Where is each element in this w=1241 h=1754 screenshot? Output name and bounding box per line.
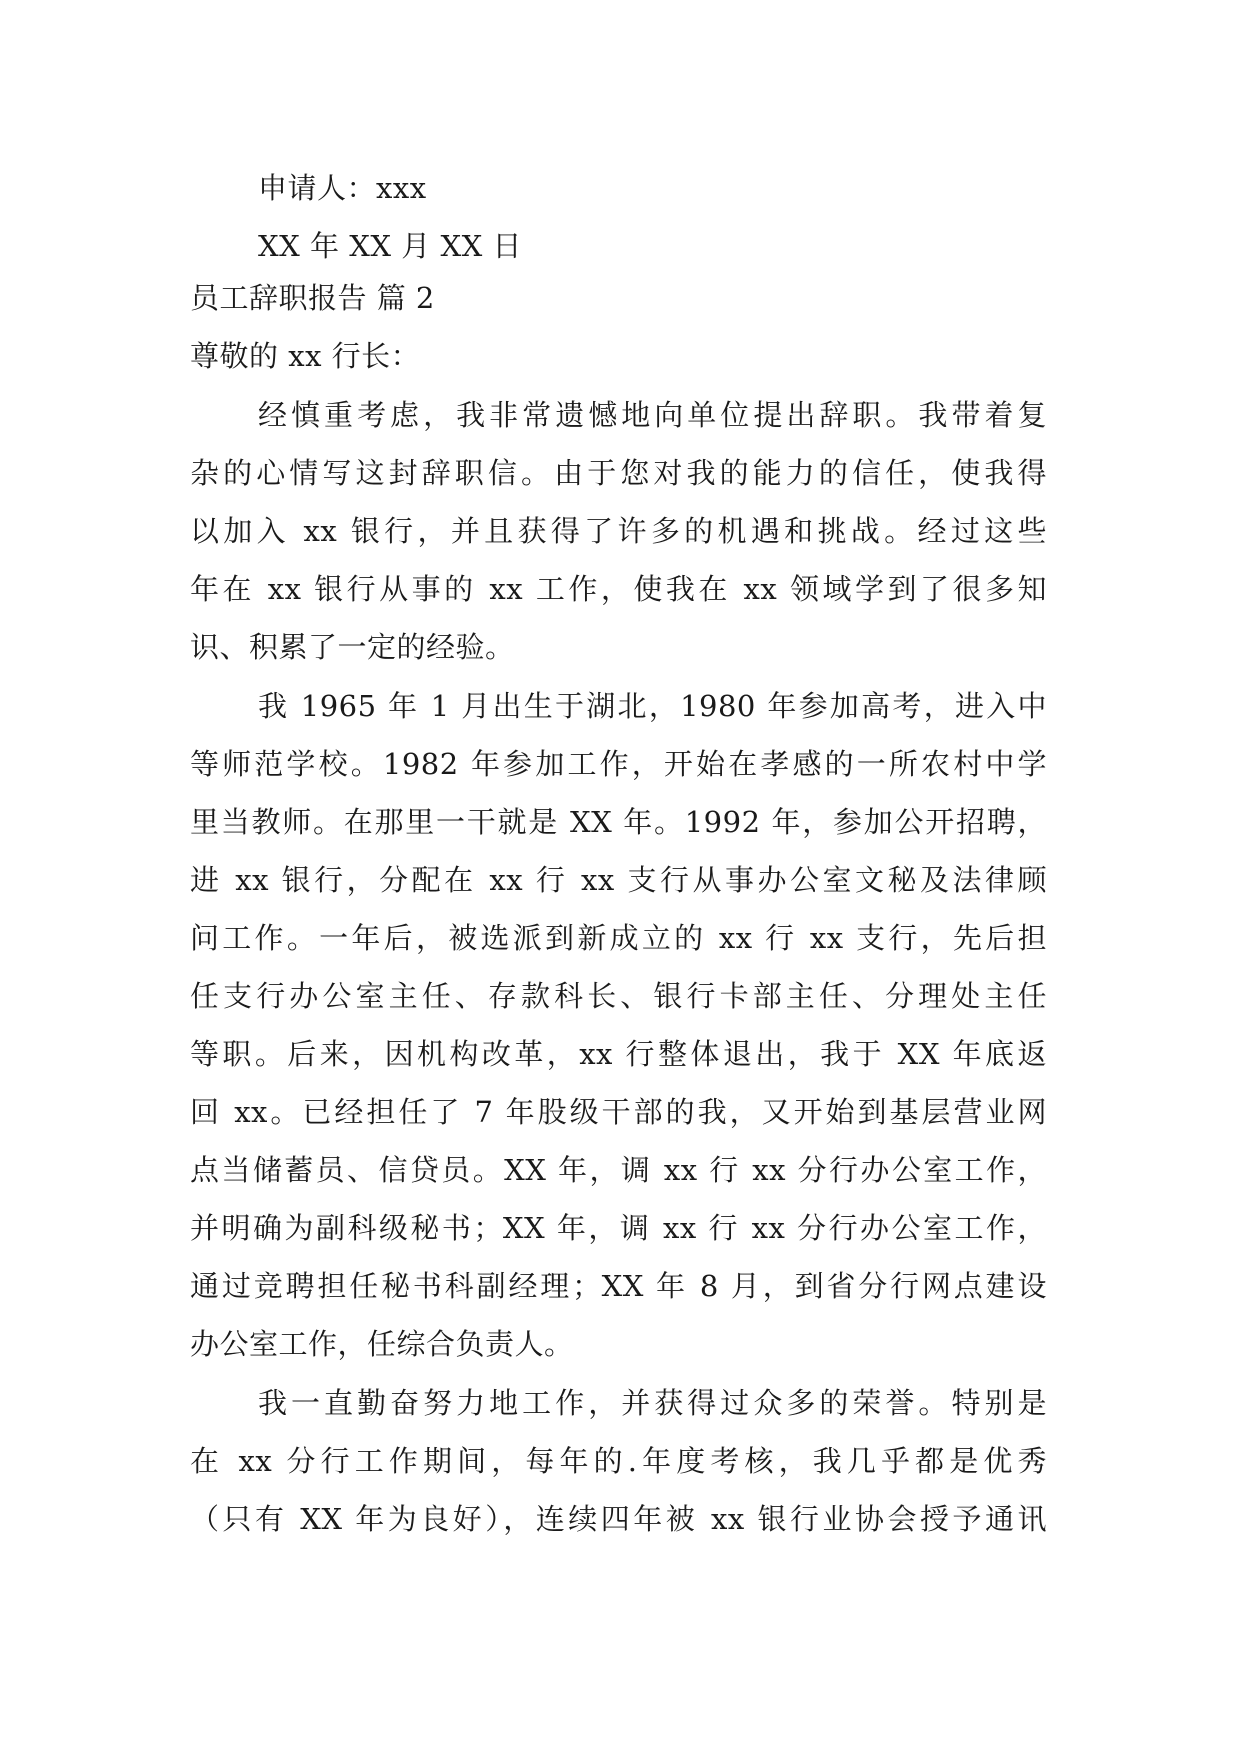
paragraph-line: 进 xx 银行，分配在 xx 行 xx 支行从事办公室文秘及法律顾 xyxy=(190,863,1047,897)
paragraph-line: 办公室工作，任综合负责人。 xyxy=(190,1327,574,1361)
paragraph-line: 并明确为副科级秘书；XX 年，调 xx 行 xx 分行办公室工作， xyxy=(190,1211,1047,1245)
paragraph-line: 我 1965 年 1 月出生于湖北，1980 年参加高考，进入中 xyxy=(258,689,1047,723)
paragraph-line: 点当储蓄员、信贷员。XX 年，调 xx 行 xx 分行办公室工作， xyxy=(190,1153,1047,1187)
section-heading: 员工辞职报告 篇 2 xyxy=(190,281,435,315)
paragraph-line: 在 xx 分行工作期间，每年的.年度考核，我几乎都是优秀 xyxy=(190,1444,1047,1478)
paragraph-line: 识、积累了一定的经验。 xyxy=(190,630,515,664)
paragraph-line: 里当教师。在那里一干就是 XX 年。1992 年，参加公开招聘， xyxy=(190,805,1047,839)
paragraph-line: 以加入 xx 银行，并且获得了许多的机遇和挑战。经过这些 xyxy=(190,514,1047,548)
salutation: 尊敬的 xx 行长： xyxy=(190,339,421,373)
applicant-signature: 申请人：xxx xyxy=(258,171,427,205)
paragraph-line: （只有 XX 年为良好），连续四年被 xx 银行业协会授予通讯 xyxy=(190,1502,1047,1536)
signature-date: XX 年 XX 月 XX 日 xyxy=(258,229,522,263)
paragraph-line: 回 xx。已经担任了 7 年股级干部的我，又开始到基层营业网 xyxy=(190,1095,1047,1129)
paragraph-line: 任支行办公室主任、存款科长、银行卡部主任、分理处主任 xyxy=(190,979,1047,1013)
paragraph-line: 我一直勤奋努力地工作，并获得过众多的荣誉。特别是 xyxy=(258,1386,1047,1420)
paragraph-line: 杂的心情写这封辞职信。由于您对我的能力的信任，使我得 xyxy=(190,456,1047,490)
paragraph-line: 等师范学校。1982 年参加工作，开始在孝感的一所农村中学 xyxy=(190,747,1047,781)
paragraph-line: 年在 xx 银行从事的 xx 工作，使我在 xx 领域学到了很多知 xyxy=(190,572,1047,606)
paragraph-line: 问工作。一年后，被选派到新成立的 xx 行 xx 支行，先后担 xyxy=(190,921,1047,955)
paragraph-line: 等职。后来，因机构改革，xx 行整体退出，我于 XX 年底返 xyxy=(190,1037,1047,1071)
paragraph-line: 通过竞聘担任秘书科副经理；XX 年 8 月，到省分行网点建设 xyxy=(190,1269,1047,1303)
paragraph-line: 经慎重考虑，我非常遗憾地向单位提出辞职。我带着复 xyxy=(258,398,1047,432)
